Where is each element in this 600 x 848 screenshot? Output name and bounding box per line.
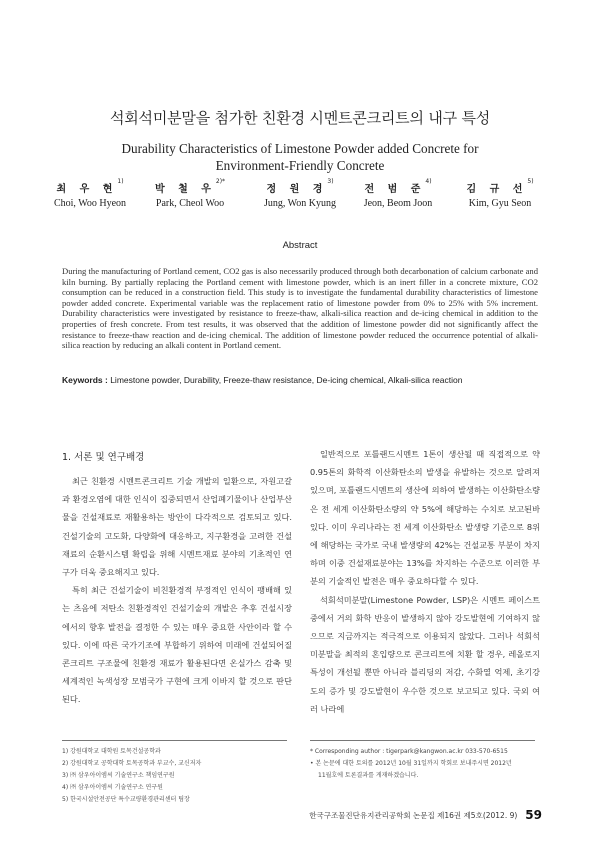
keywords-text: Limestone powder, Durability, Freeze-thaw resistance, De-icing chemical, Alkali-silica reaction xyxy=(110,375,463,385)
author-name-en: Kim, Gyu Seon xyxy=(468,198,532,209)
keywords xyxy=(62,375,538,385)
author-affiliation-mark: 1) xyxy=(117,178,124,185)
discussion-note-continued: 11월호에 토론결과를 게재하겠습니다. xyxy=(318,772,419,779)
footnote: 1) 강원대학교 대학원 토목건설공학과 xyxy=(62,748,161,755)
page-footer xyxy=(280,808,542,822)
section-heading: 1. 서론 및 연구배경 xyxy=(62,452,145,463)
author-name-en: Choi, Woo Hyeon xyxy=(53,198,127,209)
footnote: 2) 강원대학교 공학대학 토목공학과 부교수, 교신저자 xyxy=(62,760,202,767)
body-paragraph: 석회석미분말(Limestone Powder, LSP)은 시멘트 페이스트 중에서 거의 화학 반응이 발생하지 않아 강도발현에 기여하지 않으므로 지금까지는 적극적으로 이용되지 않았다. 그러나 석회석미분말을 최적의 혼입량으로 콘크리트에 치환 할 경우, 레올로지 특성이 개선될 뿐만 아니라 블리딩의 저감, 수화열 억제, 초기강도의 증가 및 강도발현이 우수한 것으로 보고되고 있다. 국외 여러 나라에 xyxy=(310,594,540,714)
footnotes-notes xyxy=(310,746,540,782)
author-3 xyxy=(250,180,350,209)
author-1 xyxy=(40,180,140,209)
body-paragraph: 최근 친환경 시멘트콘크리트 기술 개발의 일환으로, 자원고갈과 환경오염에 대한 인식이 집중되면서 산업폐기물이나 산업부산물을 건설재료로 재활용하는 방안이 다각적으로 검토되고 있다. 건설기술의 고도화, 다양화에 대응하고, 지구환경을 고려한 건설재료의 순환시스템 확립을 위해 시멘트재료 분야의 기초적인 연구가 더욱 중요해지고 있다. xyxy=(62,476,292,578)
author-affiliation-mark: 4) xyxy=(425,178,432,185)
footnote-divider-right xyxy=(310,740,535,741)
journal-citation: 한국구조물진단유지관리공학회 논문집 제16권 제5호(2012. 9) xyxy=(309,811,518,820)
body-column-right xyxy=(310,445,540,718)
paper-title-korean: 석회석미분말을 첨가한 친환경 시멘트콘크리트의 내구 특성 xyxy=(109,109,491,127)
title-en-line-1: Durability Characteristics of Limestone Powder added Concrete for xyxy=(121,141,479,156)
author-name-ko: 박 철 우 xyxy=(154,184,216,195)
title-en-line-2: Environment-Friendly Concrete xyxy=(215,158,385,173)
footnotes-affiliations xyxy=(62,746,292,806)
body-column-left xyxy=(62,450,292,709)
abstract-heading: Abstract xyxy=(282,240,318,251)
body-paragraph: 특히 최근 건설기술이 비친환경적 부정적인 인식이 팽배해 있는 츠음에 저탄소 친환경적인 건설기술의 개발은 추후 건설시장에서의 향후 발전을 결정한 수 있는 매우 중요한 사안이라 할 수 있다. 이에 따른 국가기조에 부합하기 위하여 미래에 건설되어질 콘크리트 구조물에 친환경 재료가 활용된다면 온실가스 감축 및 세계적인 녹색성장 모범국가 구현에 크게 이바지 할 것으로 판단된다. xyxy=(62,585,292,705)
abstract-body: During the manufacturing of Portland cement, CO2 gas is also necessarily produced through both decarbonation of calcium carbonate and kiln burning. By partially replacing the Portland cement with limestone powder, which is an inert filler in a concrete mixture, CO2 consumption can be reduced in a construction field. This study is to investigate the fundamental durability characteristics of limestone powder added concrete. Experimental variable was the replacement ratio of limestone powder from 0% to 25% with 5% increment. Durability characteristics were investigated by resistance to freeze-thaw, alkali-silica reaction and de-icing chemical in addition to the properties of fresh concrete. From test results, it was observed that the addition of limestone powder did not significantly affect the resistance to freeze-thaw reaction and de-icing chemical. The addition of limestone powder reduced the occurrence potential of alkali-silica reaction by reducing an alkali content in Portland cement. xyxy=(62,266,538,351)
author-name-ko: 최 우 현 xyxy=(56,184,118,195)
author-name-ko: 전 범 준 xyxy=(364,184,426,195)
author-name-en: Park, Cheol Woo xyxy=(155,198,225,209)
author-name-en: Jeon, Beom Joon xyxy=(363,198,433,209)
footnote: 5) 한국시설안전공단 특수교량환경관리센터 팀장 xyxy=(62,796,190,803)
author-name-en: Jung, Won Kyung xyxy=(263,198,337,209)
author-4 xyxy=(348,180,448,209)
body-paragraph: 일반적으로 포틀랜드시멘트 1톤이 생산될 때 직접적으로 약 0.95톤의 화학적 이산화탄소의 발생을 유발하는 것으로 알려져 있으며, 포틀랜드시멘트의 생산에 의하여 발생하는 이산화탄소량은 전 세계 이산화탄소량의 약 5%에 해당하는 수치로 보고된바 있다. 이미 우리나라는 전 세계 이산화탄소 발생량 기준으로 8위에 해당하는 국가로 국내 발생량의 42%는 건설교통 부분이 차지하며 이중 건설재료분야는 13%를 차지하는 수준으로 이러한 부분의 기술적인 발전은 매우 중요하다할 수 있다. xyxy=(310,449,540,587)
footnote-divider-left xyxy=(62,740,287,741)
author-affiliation-mark: 5) xyxy=(527,178,534,185)
author-name-ko: 김 규 선 xyxy=(466,184,528,195)
keywords-label: Keywords : xyxy=(62,375,108,385)
page-number: 59 xyxy=(525,808,542,822)
discussion-note: • 본 논문에 대한 토의를 2012년 10월 31일까지 학회로 보내주시면 2012년 xyxy=(310,760,512,767)
author-name-ko: 정 원 경 xyxy=(266,184,328,195)
author-affiliation-mark: 2)* xyxy=(215,178,226,185)
footnote: 3) ㈜ 삼우아이엠씨 기술연구소 책임연구원 xyxy=(62,772,175,779)
author-affiliation-mark: 3) xyxy=(327,178,334,185)
author-5 xyxy=(450,180,550,209)
author-2 xyxy=(140,180,240,209)
paper-title-english xyxy=(60,140,540,174)
corresponding-author: * Corresponding author : tigerpark@kangwon.ac.kr 033-570-6515 xyxy=(310,748,508,755)
footnote: 4) ㈜ 삼우아이엠씨 기술연구소 연구원 xyxy=(62,784,163,791)
